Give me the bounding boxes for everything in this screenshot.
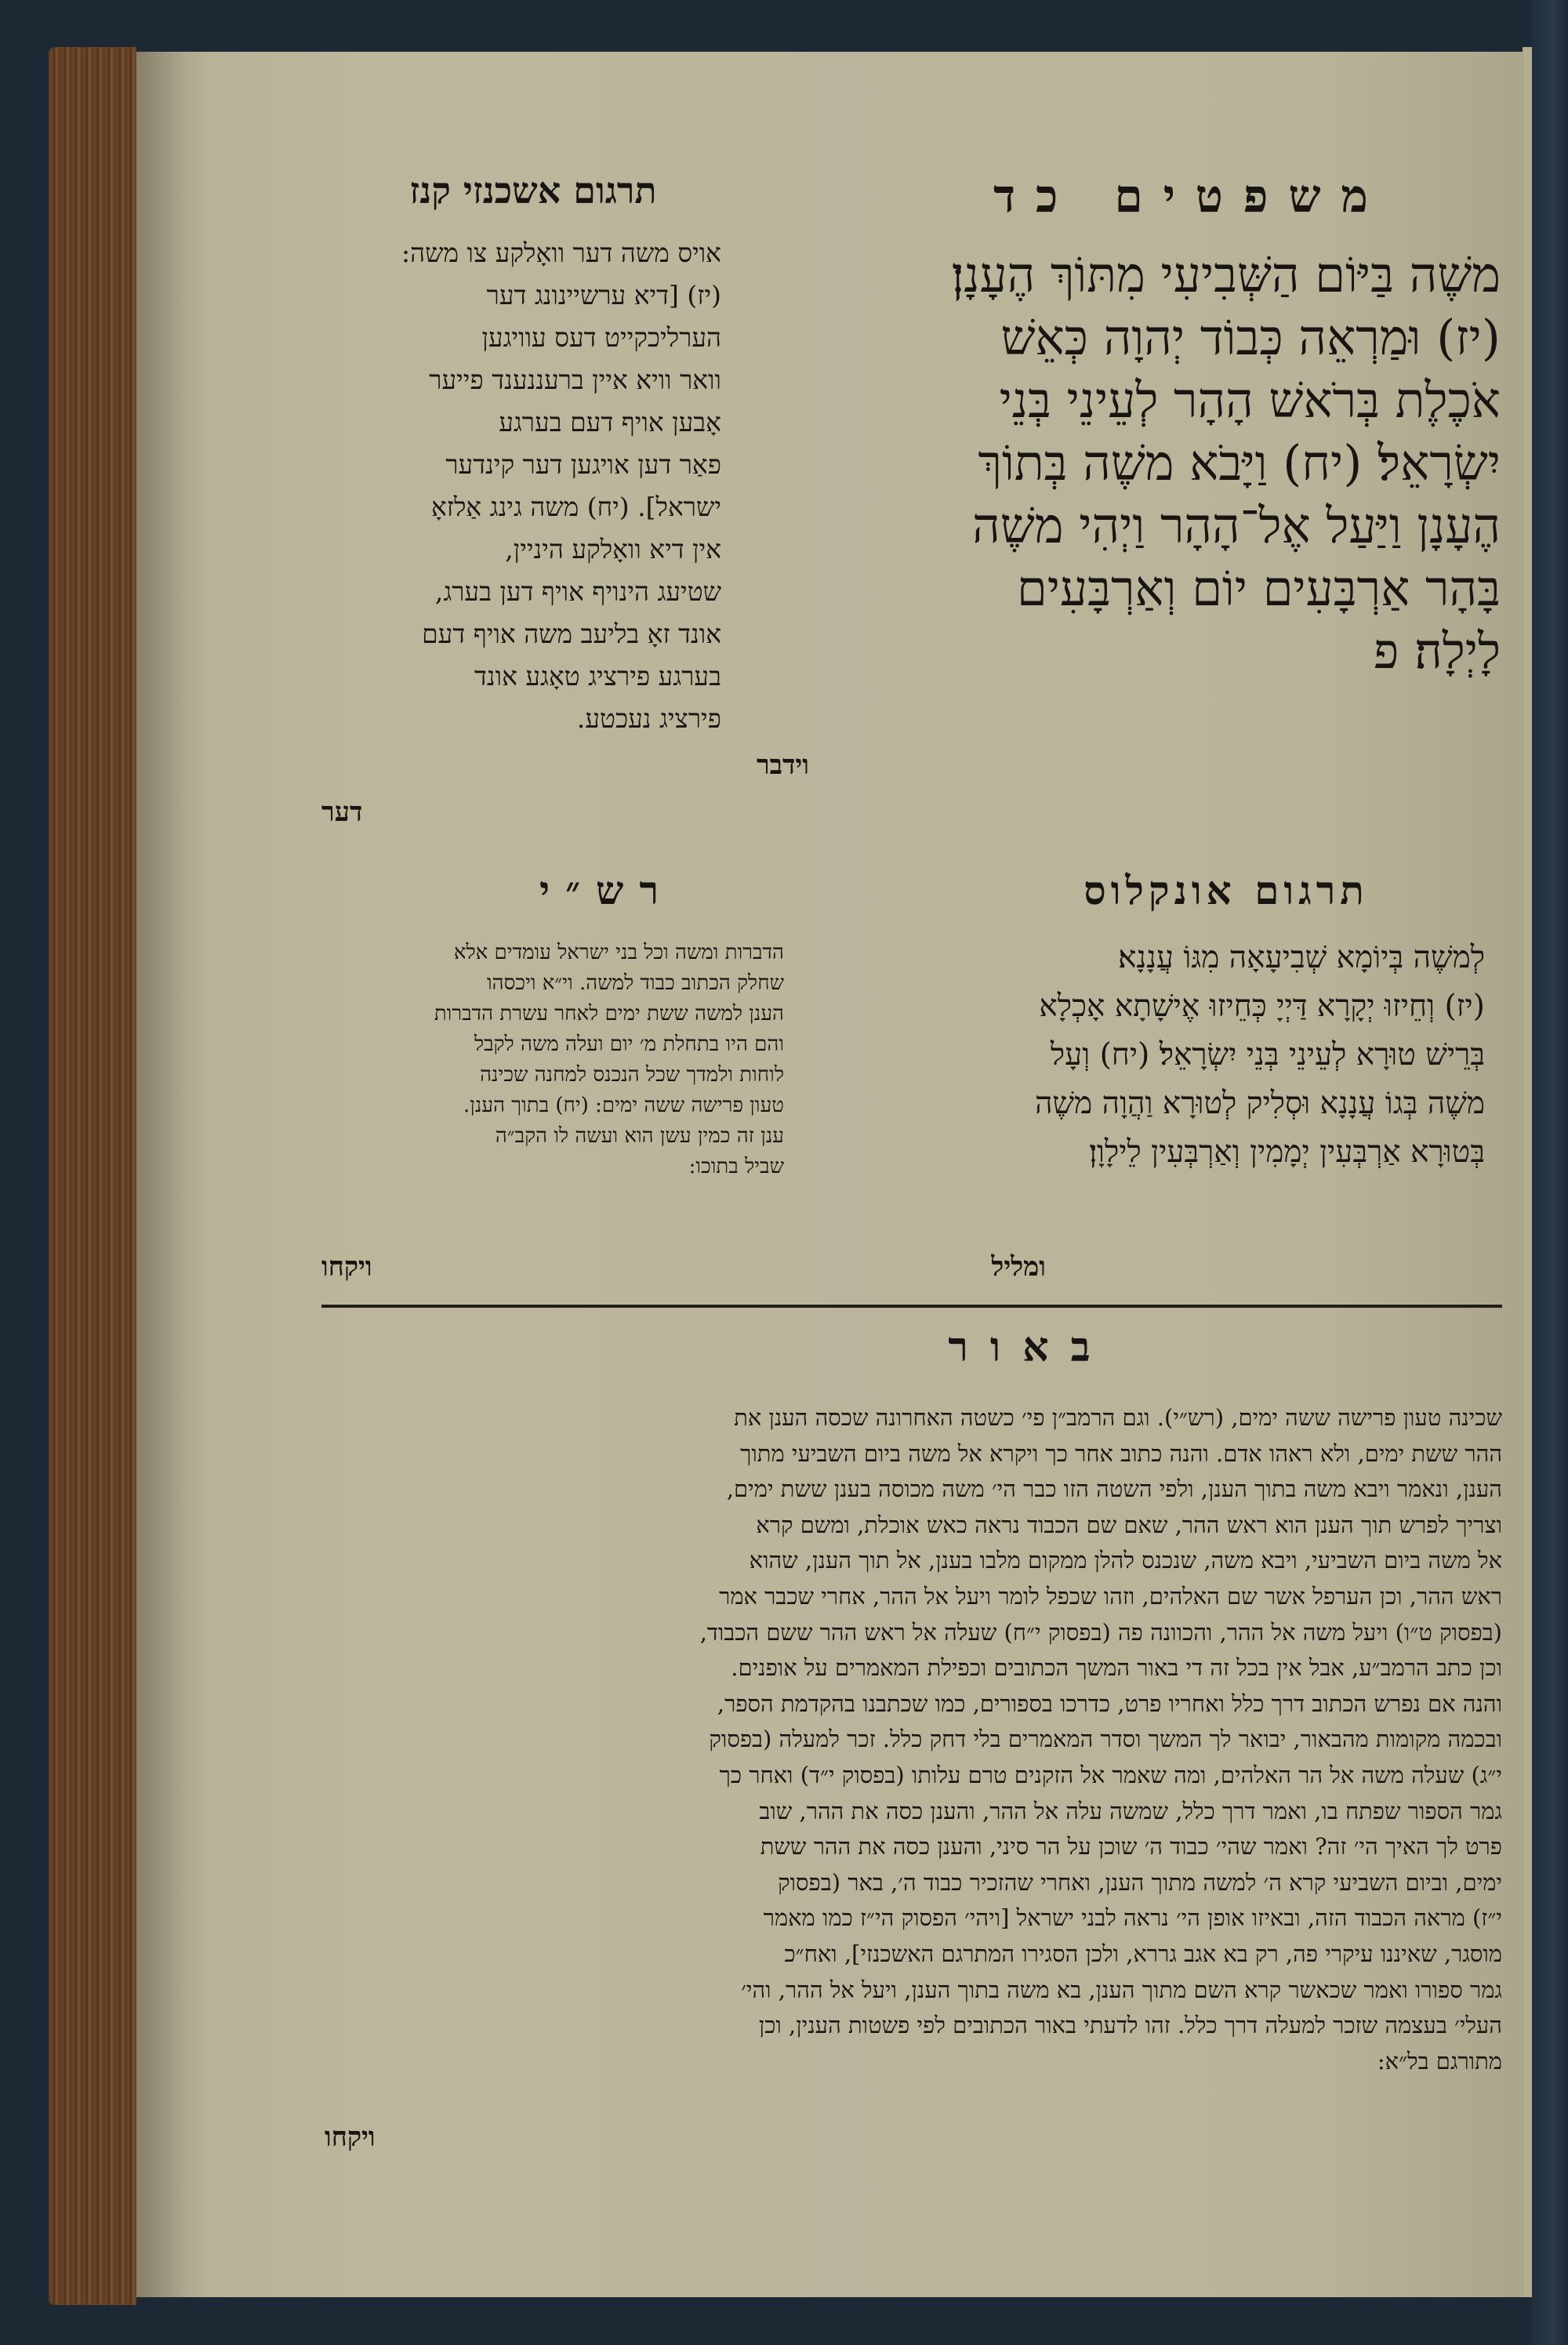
rashi-header: רש״י	[539, 867, 675, 913]
biur-line: וכן כתב הרמב״ע, אבל אין בכל זה די באור המשך הכתובים וכפילת המאמרים על אופנים.	[731, 1654, 1502, 1682]
torah-line: (יז) וּמַרְאֵה כְּבוֹד יְהוָה כְּאֵשׁ	[1000, 309, 1501, 366]
onkelos-catchword: ומליל	[991, 1251, 1046, 1283]
rashi-text	[321, 938, 784, 1182]
rashi-catchword: ויקחו	[321, 1251, 372, 1283]
biur-line: י״ז) מראה הכבוד הזה, ובאיזו אופן הי׳ נראה לבני ישראל [ויהי׳ הפסוק הי״ז כמו מאמר	[763, 1904, 1502, 1932]
biur-line: ימים, וביום השביעי קרא ה׳ למשה מתוך הענן, ואחרי שהזכיר כבוד ה׳, באר (בפסוק	[778, 1868, 1502, 1896]
torah-line: משֶׁה בַּיּוֹם הַשְּׁבִיעִי מִתּוֹךְ הֶעָנָן׃	[951, 246, 1501, 303]
onkelos-header: תרגום אונקלוס	[1083, 867, 1369, 913]
yiddish-catchword: דער	[321, 797, 363, 828]
biur-line: (בפסוק ט״ו) ויעל משה אל ההר, והכוונה פה (בפסוק י״ח) שעלה אל ראש ההר ששם הכבוד,	[699, 1618, 1502, 1646]
rashi-line: שביל בתוכו:	[688, 1155, 784, 1178]
biur-line: ראש ההר, וכן הערפל אשר שם האלהים, וזהו שכפל לומר ויעל אל ההר, אחרי שכבר אמר	[719, 1582, 1502, 1610]
rashi-line: הענן למשה ששת ימים לאחר עשרת הדברות	[434, 1002, 784, 1025]
yiddish-line: ישראל]. (יח) משה גינג אַלזאָ	[430, 492, 721, 522]
yiddish-line: פירציג נעכטע.	[576, 703, 721, 734]
scanner-background	[1530, 0, 1568, 2345]
biur-line: אל משה ביום השביעי, ויבא משה, שנכנס להלן ממקום מלבו בענן, אל תוך הענן, שהוא	[749, 1547, 1502, 1574]
onkelos-line: (יז) וְחֵיזוּ יְקָרָא דַּיְיָ כְּחֵיזוּ אֶישָׁתָא אָכְלָא	[1039, 989, 1485, 1024]
torah-catchword: וידבר	[756, 750, 809, 781]
biur-header: באור	[948, 1323, 1112, 1371]
page	[136, 52, 1524, 2297]
section-divider	[321, 1305, 1502, 1308]
yiddish-line: אָבען אויף דעם בערגע	[499, 407, 721, 437]
biur-line: וצריך לפרש תוך הענן הוא ראש ההר, שאם שם הכבוד נראה כאש אוכלת, ומשם קרא	[756, 1511, 1502, 1538]
page-shadow	[136, 52, 207, 2297]
biur-line: מתורגם בל״א:	[1377, 2047, 1502, 2075]
book-fore-edge	[49, 47, 136, 2305]
parasha-header: משפטים כד	[993, 169, 1388, 223]
rashi-line: טעון פרישה ששה ימים: (יח) בתוך הענן.	[463, 1094, 784, 1117]
onkelos-line: לְמשֶׁה בְּיוֹמָא שְׁבִיעָאָה מִגּוֹ עֲנָנָא׃	[1118, 940, 1485, 975]
onkelos-text	[826, 934, 1485, 1177]
torah-line: הֶעָנָן וַיַּעַל אֶל־הָהָר וַיְהִי משֶׁה	[972, 497, 1501, 554]
biur-line: מוסגר, שאיננו עיקרי פה, רק בא אגב גררא, ולכן הסגירו המתרגם האשכנזי], ואח״כ	[784, 1940, 1502, 1967]
rashi-line: לוחות ולמדך שכל הנכנס למחנה שכינה	[480, 1063, 784, 1087]
biur-line: פרט לך האיך הי׳ זה? ואמר שהי׳ כבוד ה׳ שוכן על הר סיני, והענן כסה את ההר ששת	[760, 1833, 1502, 1860]
yiddish-line: הערליכקייט דעס עוויגען	[481, 322, 721, 353]
torah-line: יִשְׂרָאֵל׃ (יח) וַיָּבֹא משֶׁה בְּתוֹךְ	[978, 434, 1501, 492]
yiddish-line: שטיעג הינויף אויף דען בערג,	[434, 576, 721, 607]
torah-line: בָּהָר אַרְבָּעִים יוֹם וְאַרְבָּעִים	[1017, 560, 1501, 617]
biur-text	[321, 1400, 1502, 2079]
biur-catchword: ויקחו	[325, 2122, 376, 2153]
torah-text	[717, 244, 1501, 683]
yiddish-line: (יז) [דיא ערשיינונג דער	[486, 280, 721, 310]
yiddish-line: וואר וויא איין ברעננענד פייער	[429, 365, 721, 395]
biur-line: ההר ששת ימים, ולא ראהו אדם. והנה כתוב אחר כך ויקרא אל משה ביום השביעי מתוך	[740, 1439, 1502, 1467]
yiddish-line: אין דיא וואָלקע היניין,	[505, 534, 721, 564]
rashi-line: ענן זה כמין עשן הוא ועשה לו הקב״ה	[495, 1124, 784, 1148]
biur-line: הענן, ונאמר ויבא משה בתוך הענן, ולפי השטה הזו כבר הי׳ משה מכוסה בענן ששת ימים,	[726, 1476, 1502, 1503]
yiddish-line: אויס משה דער וואָלקע צו משה:	[401, 238, 721, 268]
yiddish-text	[321, 232, 721, 740]
rashi-line: הדברות ומשה וכל בני ישראל עומדים אלא	[453, 941, 784, 964]
biur-line: העלי׳ בעצמה שזכר למעלה דרך כלל. זהו לדעתי באור הכתובים לפי פשטות הענין, וכן	[758, 2012, 1502, 2039]
onkelos-line: משֶׁה בְּגוֹ עֲנָנָא וּסְלִיק לְטוּרָא וַהֲוָה משֶׁה	[1035, 1086, 1485, 1121]
yiddish-line: בערגע פירציג טאָגע אונד	[474, 661, 721, 692]
biur-line: י״ג) שעלה משה אל הר האלהים, ומה שאמר אל הזקנים טרם עלותו (בפסוק י״ד) ואחר כך	[719, 1761, 1502, 1788]
yiddish-line: אונד זאָ בליעב משה אויף דעם	[422, 619, 721, 649]
onkelos-line: בְּטוּרָא אַרְבְּעִין יְמָמִין וְאַרְבְּעִין לֵילָוָן׃	[1089, 1134, 1485, 1170]
yiddish-line: פאַר דען אויגען דער קינדער	[445, 449, 721, 480]
rashi-line: שחלק הכתוב כבוד למשה. וי״א ויכסהו	[486, 971, 784, 995]
biur-line: גמר הספור שפתח בו, ואמר דרך כלל, שמשה עלה אל ההר, והענן כסה את ההר, שוב	[759, 1797, 1502, 1824]
biur-line: ובכמה מקומות מהבאור, יבואר לך המשך וסדר המאמרים בלי דחק כלל. זכר למעלה (בפסוק	[709, 1726, 1502, 1753]
onkelos-line: בְּרֵישׁ טוּרָא לְעֵינֵי בְּנֵי יִשְׂרָאֵל׃ (יח) וְעָל	[1050, 1037, 1485, 1073]
biur-line: והנה אם נפרש הכתוב דרך כלל ואחריו פרט, כדרכו בספורים, כמו שכתבנו בהקדמת הספר,	[717, 1690, 1502, 1717]
yiddish-header: תרגום אשכנזי קנז	[409, 169, 657, 212]
torah-line: אֹכֶלֶת בְּרֹאשׁ הָהָר לְעֵינֵי בְּנֵי	[999, 372, 1501, 429]
rashi-line: והם היו בתחלת מ׳ יום ועלה משה לקבל	[474, 1033, 784, 1056]
biur-line: גמר ספורו ואמר שכאשר קרא השם מתוך הענן, בא משה בתוך הענן, ויעל אל ההר, והי׳	[741, 1976, 1502, 2003]
biur-line: שכינה טעון פרישה ששה ימים, (רש״י). וגם הרמב״ן פי׳ כשטה האחרונה שכסה הענן את	[734, 1404, 1502, 1431]
torah-line: לָיְלָה׃ פ	[1373, 623, 1501, 680]
